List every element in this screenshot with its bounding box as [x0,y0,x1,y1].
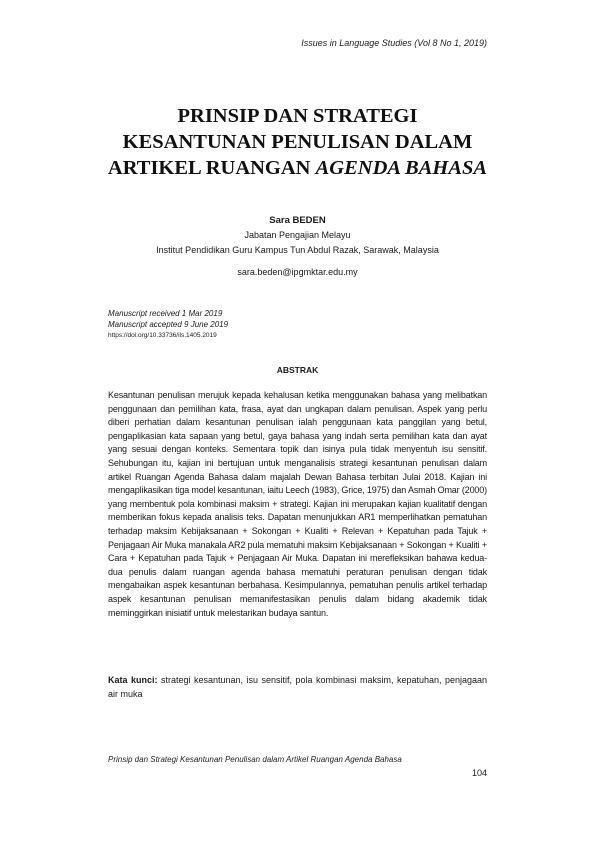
keywords-text: strategi kesantunan, isu sensitif, pola kombinasi maksim, kepatuhan, penjagaan air muka [108,675,488,699]
author-department: Jabatan Pengajian Melayu [244,230,351,240]
author-block [0,213,595,258]
title-line-3-prefix: ARTIKEL RUANGAN [107,157,316,179]
title-line-3 [0,155,595,181]
journal-header: Issues in Language Studies (Vol 8 No 1, 2019) [301,38,487,48]
title-line-3-italic: AGENDA BAHASA [315,157,488,179]
accepted-date: Manuscript accepted 9 June 2019 [108,320,229,329]
author-email[interactable]: sara.beden@ipgmktar.edu.my [237,267,358,277]
running-footer: Prinsip dan Strategi Kesantunan Penulisan dalam Artikel Ruangan Agenda Bahasa [108,755,402,764]
received-date: Manuscript received 1 Mar 2019 [108,309,223,318]
keywords [108,674,487,701]
author-institution: Institut Pendidikan Guru Kampus Tun Abdul Razak, Sarawak, Malaysia [156,245,439,255]
keywords-label: Kata kunci: [108,675,158,685]
abstract-text: Kesantunan penulisan merujuk kepada kehalusan ketika menggunakan bahasa yang melibatkan penggunaan dan pemilihan kata, frasa, ayat dan ungkapan dalam penulisan. Aspek yang perlu diberi perhatian dalam kesantunan penulisan ialah penggunaan kata panggilan yang betul, pengaplikasian kata sapaan yang betul, gaya bahasa yang indah serta pemilihan kata dan ayat yang sesuai dengan konteks. Sementara topik dan isinya pula tidak menyentuh isu sensitif. Sehubungan itu, kajian ini bertujuan untuk menganalisis strategi kesantunan penulisan dalam artikel Ruangan Agenda Bahasa dalam majalah Dewan Bahasa terbitan Julai 2018. Kajian ini mengaplikasikan tiga model kesantunan, iaitu Leech (1983), Grice, 1975) dan Asmah Omar (2000) yang membentuk pola kombinasi maksim + strategi. Kajian ini merupakan kajian kualitatif dengan memberikan fokus kepada analisis teks. Dapatan menunjukkan AR1 memperlihatkan pematuhan terhadap maksim Kebijaksanaan + Sokongan + Kualiti + Relevan + Kepatuhan pada Tajuk + Penjagaan Air Muka manakala AR2 pula mematuhi maksim Kebijaksanaan + Sokongan + Kualiti + Cara + Kepatuhan pada Tajuk + Penjagaan Air Muka. Dapatan ini merefleksikan bahawa kedua-dua penulis dalam ruangan agenda bahasa mematuhi peraturan penulisan dengan tidak mengabaikan aspek kesantunan berbahasa. Kesimpulannya, pematuhan penulis artikel terhadap aspek kesantunan penulisan memanifestasikan penulis dalam bidang akademik tidak meminggirkan inisiatif untuk melestarikan budaya santun. [108,390,487,618]
doi-link[interactable]: https://doi.org/10.33736/ils.1405.2019 [108,332,217,339]
abstract-heading: ABSTRAK [276,365,319,375]
title-line-1: PRINSIP DAN STRATEGI [177,105,418,127]
author-name: Sara BEDEN [269,215,326,226]
title-line-2: KESANTUNAN PENULISAN DALAM [122,131,473,153]
manuscript-dates [108,308,228,341]
article-title [0,103,595,181]
page-number: 104 [471,768,487,778]
